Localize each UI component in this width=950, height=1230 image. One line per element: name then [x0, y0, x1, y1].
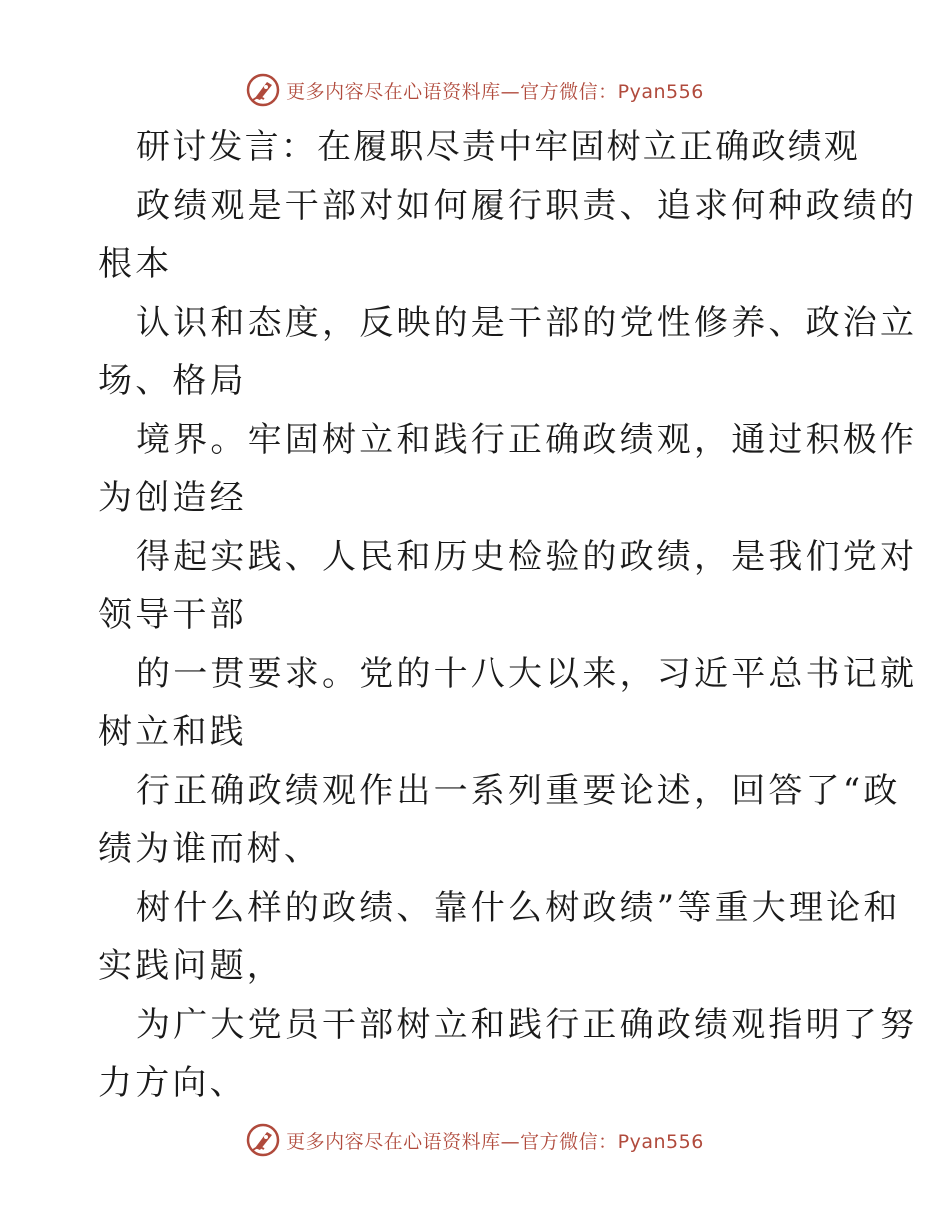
text-line: 行正确政绩观作出一系列重要论述，回答了“政: [136, 770, 901, 811]
text-line: 的一贯要求。党的十八大以来，习近平总书记就: [136, 653, 918, 694]
text-line: 境界。牢固树立和践行正确政绩观，通过积极作: [136, 419, 918, 460]
text-line: 场、格局: [98, 361, 247, 401]
footer-watermark: [0, 1120, 950, 1160]
watermark-text: 更多内容尽在心语资料库—官方微信：Pyan556: [286, 80, 704, 103]
pen-nib-logo-icon: [246, 1123, 280, 1157]
text-line: 政绩观是干部对如何履行职责、追求何种政绩的: [136, 185, 918, 226]
watermark-text: 更多内容尽在心语资料库—官方微信：Pyan556: [286, 1130, 704, 1153]
document-title: 研讨发言：在履职尽责中牢固树立正确政绩观: [136, 127, 860, 167]
text-line: 树立和践: [98, 712, 247, 752]
document-body: [98, 118, 918, 1113]
pen-nib-logo-icon: [246, 73, 280, 107]
text-line: 为创造经: [98, 478, 247, 518]
header-watermark: [0, 70, 950, 110]
text-line: 为广大党员干部树立和践行正确政绩观指明了努: [136, 1004, 918, 1045]
text-line: 绩为谁而树、: [98, 829, 322, 869]
text-line: 树什么样的政绩、靠什么树政绩”等重大理论和: [136, 887, 901, 928]
text-line: 得起实践、人民和历史检验的政绩，是我们党对: [136, 536, 918, 577]
text-line: 实践问题，: [98, 946, 284, 986]
text-line: 力方向、: [98, 1063, 247, 1103]
text-line: 根本: [98, 244, 173, 284]
text-line: 认识和态度，反映的是干部的党性修养、政治立: [136, 302, 918, 343]
text-line: 领导干部: [98, 595, 247, 635]
